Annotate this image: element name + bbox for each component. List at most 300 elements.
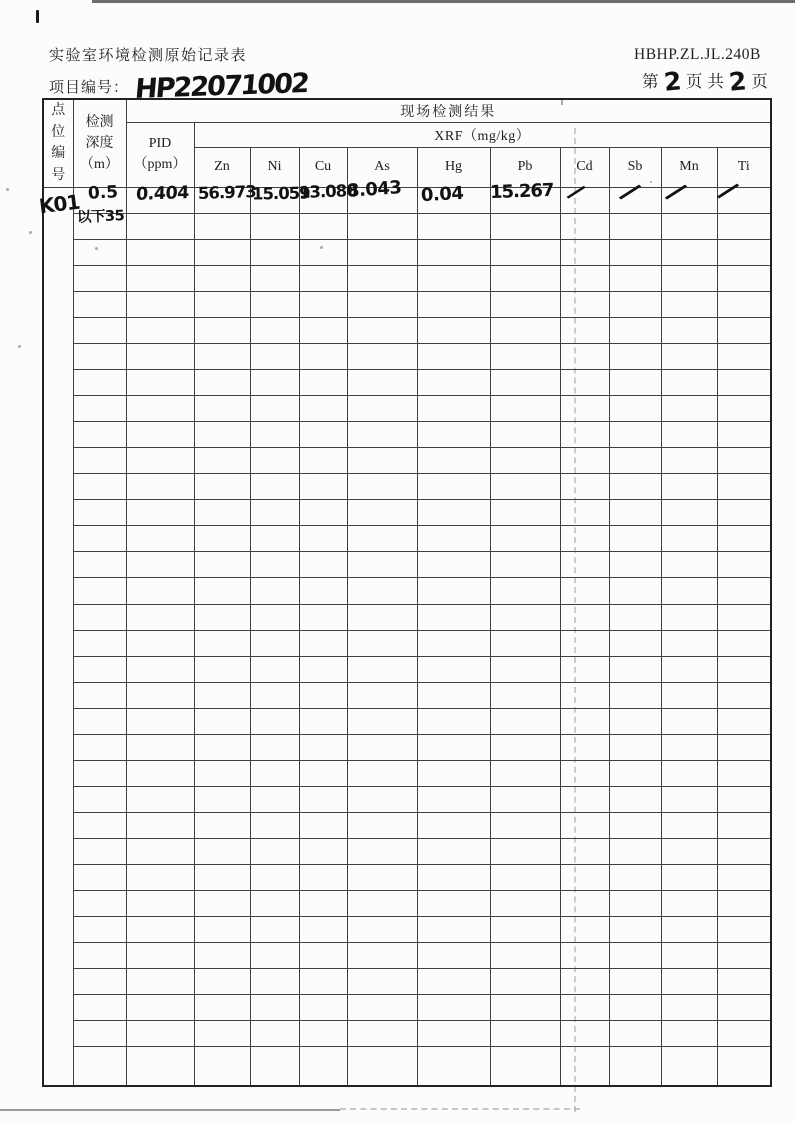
empty-cell xyxy=(417,265,490,291)
empty-cell xyxy=(126,891,194,917)
empty-cell xyxy=(417,422,490,448)
empty-cell xyxy=(347,786,417,812)
handwritten-depth-value: 0.5 xyxy=(87,182,119,204)
empty-cell xyxy=(417,838,490,864)
empty-cell xyxy=(299,500,347,526)
empty-cell xyxy=(560,812,609,838)
col-header-point-id: 点 位 编 号 xyxy=(43,99,73,187)
empty-cell xyxy=(609,500,661,526)
body-row xyxy=(43,812,771,838)
empty-cell xyxy=(126,969,194,995)
empty-cell xyxy=(347,656,417,682)
empty-cell xyxy=(661,604,717,630)
body-row xyxy=(43,500,771,526)
form-title: 实验室环境检测原始记录表 xyxy=(49,48,248,64)
empty-cell xyxy=(417,1047,490,1086)
empty-cell xyxy=(194,656,250,682)
empty-cell xyxy=(560,526,609,552)
empty-cell xyxy=(250,552,299,578)
empty-cell xyxy=(560,552,609,578)
col-header-pb: Pb xyxy=(490,147,560,187)
empty-cell xyxy=(194,995,250,1021)
empty-cell xyxy=(717,864,771,890)
body-row xyxy=(43,734,771,760)
empty-cell xyxy=(126,1021,194,1047)
empty-cell xyxy=(661,1021,717,1047)
empty-cell xyxy=(299,604,347,630)
empty-cell xyxy=(250,656,299,682)
empty-cell xyxy=(347,812,417,838)
empty-cell xyxy=(73,213,126,239)
empty-cell xyxy=(560,734,609,760)
empty-cell xyxy=(490,604,560,630)
empty-cell xyxy=(417,317,490,343)
empty-cell xyxy=(661,995,717,1021)
empty-cell xyxy=(73,786,126,812)
empty-cell xyxy=(194,422,250,448)
empty-cell xyxy=(609,422,661,448)
empty-cell xyxy=(560,604,609,630)
empty-cell xyxy=(490,239,560,265)
handwritten-ni-value: 15.059 xyxy=(251,183,310,204)
empty-cell xyxy=(299,734,347,760)
empty-cell xyxy=(490,317,560,343)
empty-cell xyxy=(299,917,347,943)
empty-cell xyxy=(73,969,126,995)
empty-cell xyxy=(194,265,250,291)
empty-cell xyxy=(126,578,194,604)
empty-cell xyxy=(250,578,299,604)
empty-cell xyxy=(609,943,661,969)
empty-cell xyxy=(661,891,717,917)
empty-cell xyxy=(194,708,250,734)
empty-cell xyxy=(126,183,194,213)
empty-cell xyxy=(490,630,560,656)
empty-cell xyxy=(194,396,250,422)
empty-cell xyxy=(661,838,717,864)
empty-cell xyxy=(717,396,771,422)
empty-cell xyxy=(560,187,609,213)
empty-cell xyxy=(347,370,417,396)
empty-cell xyxy=(417,578,490,604)
empty-cell xyxy=(717,1047,771,1086)
col-header-xrf-group: XRF（mg/kg） xyxy=(194,122,771,147)
empty-cell xyxy=(73,708,126,734)
header-row-2 xyxy=(43,122,771,147)
empty-cell xyxy=(609,239,661,265)
empty-cell xyxy=(194,500,250,526)
empty-cell xyxy=(126,474,194,500)
scan-speckle xyxy=(18,345,21,348)
empty-cell xyxy=(299,630,347,656)
empty-cell xyxy=(490,370,560,396)
handwritten-hg-value: 0.04 xyxy=(420,182,464,207)
empty-cell xyxy=(299,786,347,812)
body-row xyxy=(43,344,771,370)
record-table xyxy=(42,98,772,1087)
empty-cell xyxy=(661,630,717,656)
empty-cell xyxy=(717,917,771,943)
empty-cell xyxy=(250,943,299,969)
empty-cell xyxy=(126,213,194,239)
empty-cell xyxy=(347,760,417,786)
empty-cell xyxy=(250,344,299,370)
empty-cell xyxy=(299,422,347,448)
body-row xyxy=(43,864,771,890)
empty-cell xyxy=(73,474,126,500)
empty-cell xyxy=(609,526,661,552)
empty-cell xyxy=(417,760,490,786)
empty-cell xyxy=(299,578,347,604)
empty-cell xyxy=(126,370,194,396)
empty-cell xyxy=(560,838,609,864)
handwritten-cd-slash: / xyxy=(564,178,589,206)
empty-cell xyxy=(717,370,771,396)
empty-cell xyxy=(250,1021,299,1047)
empty-cell xyxy=(73,500,126,526)
empty-cell xyxy=(73,239,126,265)
empty-cell xyxy=(661,864,717,890)
empty-cell xyxy=(609,812,661,838)
empty-cell xyxy=(347,708,417,734)
page-word-di: 第 xyxy=(642,72,659,91)
handwritten-mn-slash: / xyxy=(661,175,691,208)
handwritten-pb-value: 15.267 xyxy=(489,179,554,204)
empty-cell xyxy=(717,604,771,630)
empty-cell xyxy=(126,682,194,708)
empty-cell xyxy=(717,291,771,317)
empty-cell xyxy=(250,448,299,474)
empty-cell xyxy=(347,317,417,343)
empty-cell xyxy=(609,396,661,422)
empty-cell xyxy=(717,995,771,1021)
body-row xyxy=(43,891,771,917)
scan-speckle xyxy=(6,188,9,191)
empty-cell xyxy=(73,604,126,630)
empty-cell xyxy=(73,422,126,448)
empty-cell xyxy=(661,396,717,422)
empty-cell xyxy=(661,474,717,500)
body-row xyxy=(43,396,771,422)
empty-cell xyxy=(126,604,194,630)
body-row xyxy=(43,760,771,786)
empty-cell xyxy=(560,344,609,370)
empty-cell xyxy=(73,682,126,708)
empty-cell xyxy=(347,187,417,213)
empty-cell xyxy=(299,265,347,291)
empty-cell xyxy=(717,656,771,682)
empty-cell xyxy=(73,526,126,552)
body-row xyxy=(43,552,771,578)
empty-cell xyxy=(661,812,717,838)
empty-cell xyxy=(126,760,194,786)
empty-cell xyxy=(560,708,609,734)
empty-cell xyxy=(417,1021,490,1047)
handwritten-sb-slash: / xyxy=(615,175,645,208)
empty-cell xyxy=(194,1047,250,1086)
empty-cell xyxy=(417,526,490,552)
empty-cell xyxy=(194,604,250,630)
empty-cell xyxy=(299,969,347,995)
empty-cell xyxy=(73,291,126,317)
empty-cell xyxy=(609,656,661,682)
empty-cell xyxy=(73,396,126,422)
empty-cell xyxy=(347,448,417,474)
empty-cell xyxy=(717,500,771,526)
empty-cell xyxy=(299,838,347,864)
point-id-merged-cell xyxy=(43,187,73,1086)
empty-cell xyxy=(417,943,490,969)
empty-cell xyxy=(560,864,609,890)
empty-cell xyxy=(560,943,609,969)
body-row xyxy=(43,474,771,500)
empty-cell xyxy=(73,630,126,656)
empty-cell xyxy=(490,396,560,422)
empty-cell xyxy=(609,630,661,656)
empty-cell xyxy=(417,604,490,630)
empty-cell xyxy=(661,552,717,578)
col-header-pid: PID （ppm） xyxy=(126,122,194,187)
empty-cell xyxy=(417,917,490,943)
empty-cell xyxy=(126,526,194,552)
empty-cell xyxy=(194,239,250,265)
empty-cell xyxy=(73,891,126,917)
empty-cell xyxy=(490,682,560,708)
empty-cell xyxy=(417,213,490,239)
page-word-ye: 页 xyxy=(751,72,768,91)
body-row xyxy=(43,317,771,343)
empty-cell xyxy=(717,317,771,343)
empty-cell xyxy=(609,265,661,291)
empty-cell xyxy=(73,265,126,291)
empty-cell xyxy=(717,187,771,213)
empty-cell xyxy=(73,552,126,578)
empty-cell xyxy=(717,1021,771,1047)
empty-cell xyxy=(417,864,490,890)
empty-cell xyxy=(73,317,126,343)
empty-cell xyxy=(417,291,490,317)
pen-mark xyxy=(36,10,39,23)
empty-cell xyxy=(250,682,299,708)
empty-cell xyxy=(250,213,299,239)
empty-cell xyxy=(73,1047,126,1086)
empty-cell xyxy=(490,213,560,239)
empty-cell xyxy=(194,526,250,552)
body-row xyxy=(43,187,771,213)
handwritten-depth-note: 以下35 xyxy=(76,208,125,226)
empty-cell xyxy=(560,448,609,474)
empty-cell xyxy=(661,500,717,526)
empty-cell xyxy=(126,1047,194,1086)
empty-cell xyxy=(490,578,560,604)
empty-cell xyxy=(347,630,417,656)
empty-cell xyxy=(609,708,661,734)
empty-cell xyxy=(347,734,417,760)
empty-cell xyxy=(717,812,771,838)
empty-cell xyxy=(661,917,717,943)
empty-cell xyxy=(661,291,717,317)
empty-cell xyxy=(126,317,194,343)
empty-cell xyxy=(661,943,717,969)
empty-cell xyxy=(347,891,417,917)
empty-cell xyxy=(73,838,126,864)
col-header-cd: Cd xyxy=(560,147,609,187)
body-row xyxy=(43,370,771,396)
handwritten-pid-value: 0.404 xyxy=(135,183,190,205)
empty-cell xyxy=(250,969,299,995)
empty-cell xyxy=(417,656,490,682)
empty-cell xyxy=(347,1021,417,1047)
col-header-ti: Ti xyxy=(717,147,771,187)
empty-cell xyxy=(417,474,490,500)
empty-cell xyxy=(347,969,417,995)
empty-cell xyxy=(347,474,417,500)
empty-cell xyxy=(126,448,194,474)
body-row xyxy=(43,708,771,734)
empty-cell xyxy=(126,786,194,812)
handwritten-as-value: 8.043 xyxy=(346,177,403,202)
empty-cell xyxy=(609,604,661,630)
empty-cell xyxy=(717,760,771,786)
project-number-line xyxy=(49,67,310,106)
empty-cell xyxy=(490,187,560,213)
empty-cell xyxy=(194,969,250,995)
empty-cell xyxy=(717,213,771,239)
empty-cell xyxy=(717,578,771,604)
empty-cell xyxy=(490,500,560,526)
empty-cell xyxy=(609,552,661,578)
empty-cell xyxy=(250,812,299,838)
empty-cell xyxy=(347,500,417,526)
empty-cell xyxy=(299,1047,347,1086)
empty-cell xyxy=(609,578,661,604)
empty-cell xyxy=(661,265,717,291)
scan-edge-artifact-bottom-dashed xyxy=(340,1108,580,1110)
empty-cell xyxy=(194,213,250,239)
empty-cell xyxy=(717,734,771,760)
empty-cell xyxy=(299,552,347,578)
empty-cell xyxy=(717,969,771,995)
empty-cell xyxy=(194,734,250,760)
empty-cell xyxy=(490,760,560,786)
empty-cell xyxy=(347,604,417,630)
empty-cell xyxy=(609,838,661,864)
empty-cell xyxy=(661,317,717,343)
empty-cell xyxy=(250,239,299,265)
empty-cell xyxy=(560,317,609,343)
empty-cell xyxy=(250,396,299,422)
empty-cell xyxy=(250,526,299,552)
empty-cell xyxy=(609,344,661,370)
empty-cell xyxy=(194,474,250,500)
empty-cell xyxy=(490,291,560,317)
empty-cell xyxy=(126,917,194,943)
body-row xyxy=(43,1021,771,1047)
empty-cell xyxy=(661,708,717,734)
empty-cell xyxy=(194,917,250,943)
empty-cell xyxy=(490,708,560,734)
empty-cell xyxy=(250,187,299,213)
empty-cell xyxy=(250,995,299,1021)
body-row xyxy=(43,604,771,630)
body-row xyxy=(43,448,771,474)
empty-cell xyxy=(717,552,771,578)
empty-cell xyxy=(347,291,417,317)
empty-cell xyxy=(560,239,609,265)
empty-cell xyxy=(490,786,560,812)
empty-cell xyxy=(126,500,194,526)
empty-cell xyxy=(560,265,609,291)
body-row xyxy=(43,786,771,812)
empty-cell xyxy=(73,1021,126,1047)
empty-cell xyxy=(490,422,560,448)
empty-cell xyxy=(717,682,771,708)
empty-cell xyxy=(609,864,661,890)
empty-cell xyxy=(717,786,771,812)
empty-cell xyxy=(560,578,609,604)
empty-cell xyxy=(717,526,771,552)
project-number-label: 项目编号： xyxy=(49,80,130,96)
empty-cell xyxy=(609,370,661,396)
body-row xyxy=(43,630,771,656)
body-row xyxy=(43,969,771,995)
empty-cell xyxy=(661,656,717,682)
header-row-1 xyxy=(43,99,771,122)
empty-cell xyxy=(299,344,347,370)
empty-cell xyxy=(347,213,417,239)
empty-cell xyxy=(560,656,609,682)
empty-cell xyxy=(609,995,661,1021)
empty-cell xyxy=(194,812,250,838)
empty-cell xyxy=(609,682,661,708)
empty-cell xyxy=(250,630,299,656)
empty-cell xyxy=(194,578,250,604)
empty-cell xyxy=(609,187,661,213)
empty-cell xyxy=(73,344,126,370)
empty-cell xyxy=(560,1047,609,1086)
body-row xyxy=(43,213,771,239)
page-indicator xyxy=(642,66,768,97)
empty-cell xyxy=(126,344,194,370)
body-row xyxy=(43,291,771,317)
empty-cell xyxy=(490,812,560,838)
empty-cell xyxy=(250,265,299,291)
empty-cell xyxy=(299,891,347,917)
empty-cell xyxy=(417,448,490,474)
empty-cell xyxy=(250,1047,299,1086)
page-number-current-handwritten: 2 xyxy=(662,66,683,97)
table-body xyxy=(43,182,771,1086)
empty-cell xyxy=(609,213,661,239)
empty-cell xyxy=(417,630,490,656)
empty-cell xyxy=(347,864,417,890)
empty-cell xyxy=(73,656,126,682)
empty-cell xyxy=(299,239,347,265)
empty-cell xyxy=(347,1047,417,1086)
empty-cell xyxy=(250,891,299,917)
empty-cell xyxy=(490,943,560,969)
empty-cell xyxy=(417,552,490,578)
body-row xyxy=(43,917,771,943)
body-row xyxy=(43,943,771,969)
empty-cell xyxy=(490,917,560,943)
empty-cell xyxy=(73,917,126,943)
empty-cell xyxy=(73,370,126,396)
empty-cell xyxy=(490,1021,560,1047)
empty-cell xyxy=(661,760,717,786)
empty-cell xyxy=(73,187,126,213)
empty-cell xyxy=(609,317,661,343)
